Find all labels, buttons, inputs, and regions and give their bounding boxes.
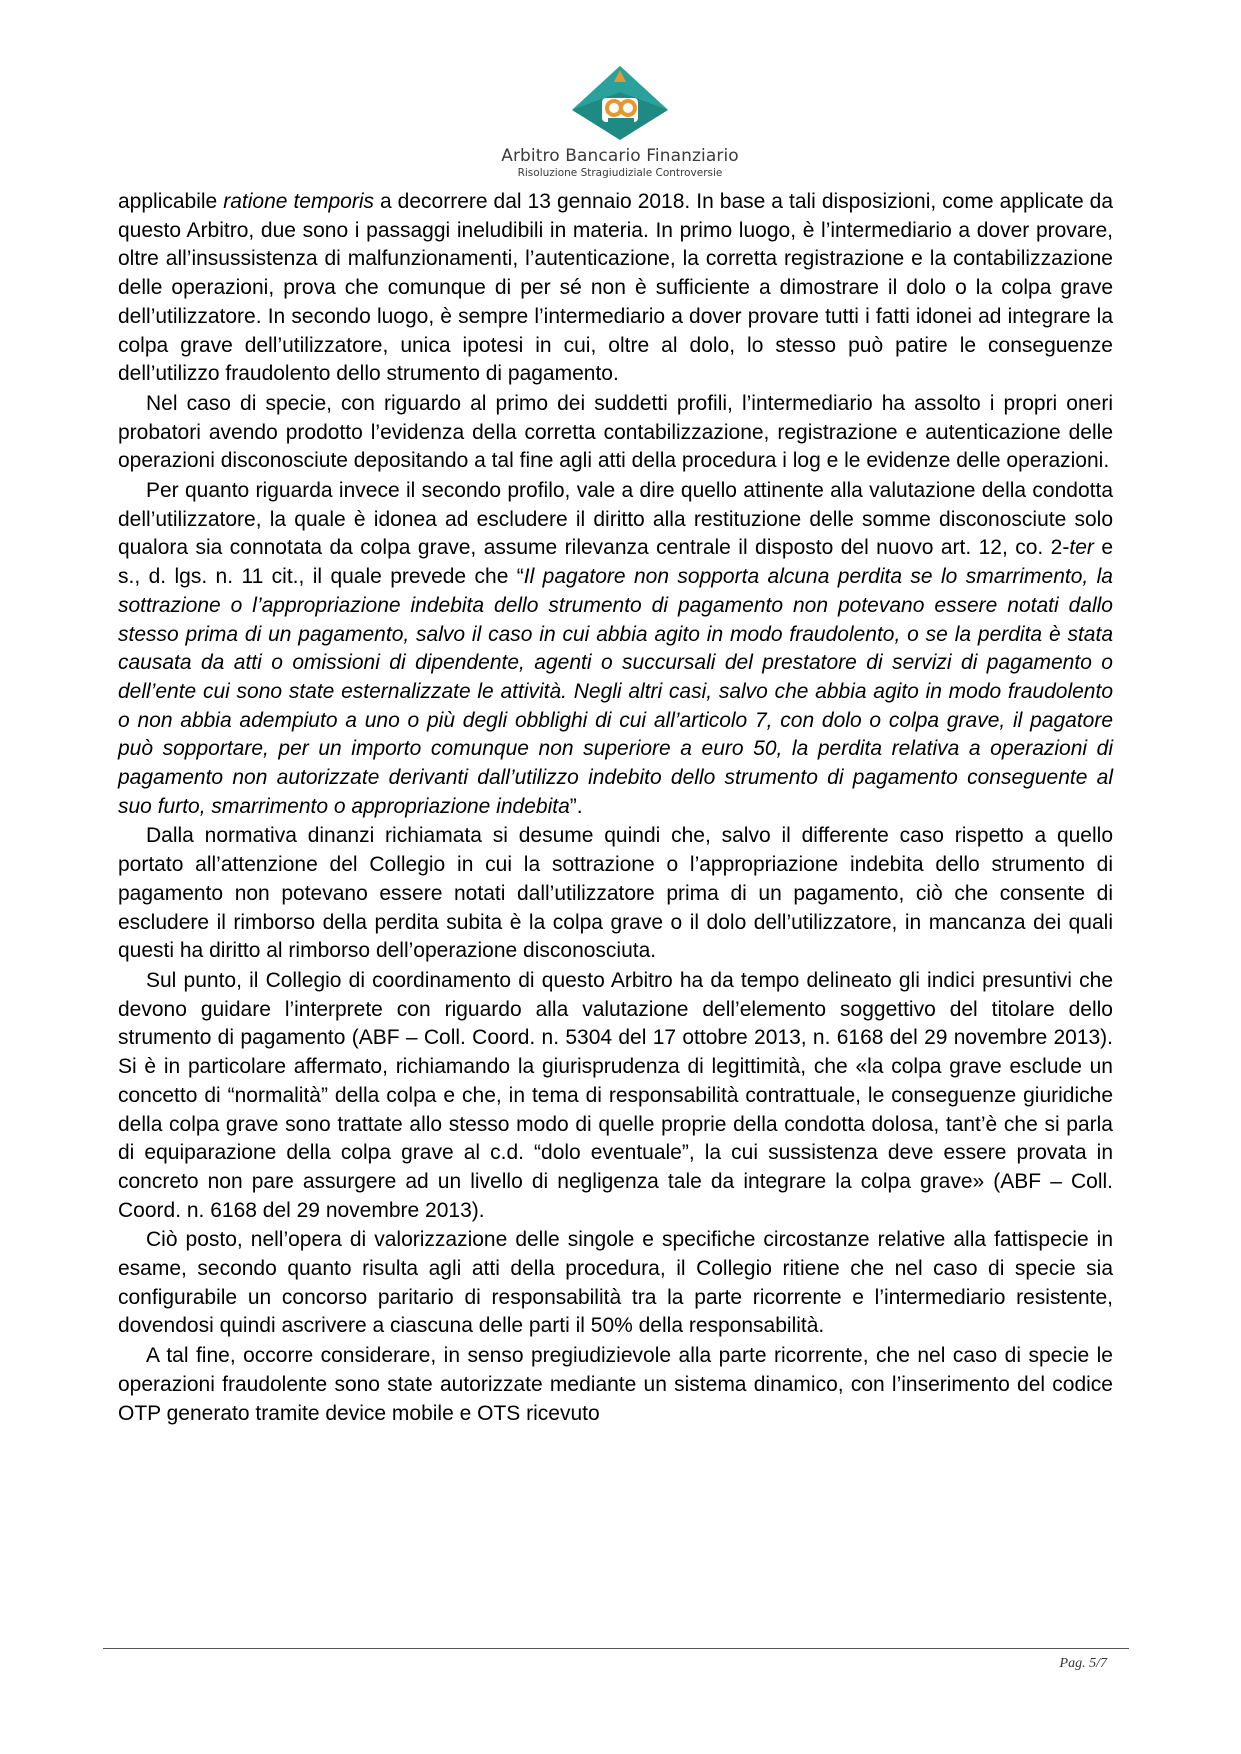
text-run: e s., d. lgs. n. 11 cit., il quale prevede che “	[118, 536, 1113, 589]
italic-run: ratione temporis	[223, 190, 374, 213]
paragraph-7: A tal fine, occorre considerare, in senso pregiudizievole alla parte ricorrente, che nel caso di specie le operazioni fraudolente sono state autorizzate mediante un sistema dinamico, con l’inserimento del codice OTP generato tramite device mobile e OTS ricevuto	[118, 1344, 1113, 1425]
logo-subtitle: Risoluzione Stragiudiziale Controversie	[517, 167, 723, 179]
page-number: Pag. 5/7	[1059, 1656, 1107, 1671]
text-run: Per quanto riguarda invece il secondo profilo, vale a dire quello attinente alla valutazione della condotta dell’utilizzatore, la quale è idonea ad escludere il diritto alla restituzione delle somme disconosciute solo qualora sia connotata da colpa grave, assume rilevanza centrale il disposto del nuovo art. 12, co. 2-	[118, 479, 1113, 560]
paragraph-6: Ciò posto, nell’opera di valorizzazione delle singole e specifiche circostanze relative alla fattispecie in esame, secondo quanto risulta agli atti della procedura, il Collegio ritiene che nel caso di specie sia configurabile un concorso paritario di responsabilità tra la parte ricorrente e l’intermediario resistente, dovendosi quindi ascrivere a ciascuna delle parti il 50% della responsabilità.	[118, 1228, 1113, 1338]
text-run: a decorrere dal 13 gennaio 2018. In base a tali disposizioni, come applicate da questo Arbitro, due sono i passaggi ineludibili in materia. In primo luogo, è l’intermediario a dover provare, oltre all’insussistenza di malfunzionamenti, l’autenticazione, la corretta registrazione e la contabilizzazione delle operazioni, prova che comunque di per sé non è sufficiente a dimostrare il dolo o la colpa grave dell’utilizzatore. In secondo luogo, è sempre l’intermediario a dover provare tutti i fatti idonei ad integrare la colpa grave dell’utilizzatore, unica ipotesi in cui, oltre al dolo, lo stesso può patire le conseguenze dell’utilizzo fraudolento dello strumento di pagamento.	[118, 190, 1114, 386]
text-run: ”.	[569, 794, 583, 818]
document-body	[118, 188, 1113, 1429]
quoted-norm: Il pagatore non sopporta alcuna perdita se lo smarrimento, la sottrazione o l’appropriazione indebita dello strumento di pagamento non potevano essere notati dallo stesso prima di un pagamento, salvo il caso in cui abbia agito in modo fraudolento, o se la perdita è stata causata da atti o omissioni di dipendente, agenti o succursali del prestatore di servizi di pagamento o dell’ente cui sono state esternalizzate le attività. Negli altri casi, salvo che abbia agito in modo fraudolento o non abbia adempiuto a uno o più degli obblighi di cui all’articolo 7, con dolo o colpa grave, il pagatore può sopportare, per un importo comunque non superiore a euro 50, la perdita relativa a operazioni di pagamento non autorizzate derivanti dall’utilizzo indebito dello strumento di pagamento conseguente al suo furto, smarrimento o appropriazione indebita	[118, 565, 1113, 818]
paragraph-1	[118, 188, 1113, 389]
header-logo	[500, 62, 740, 179]
paragraph-5: Sul punto, il Collegio di coordinamento di questo Arbitro ha da tempo delineato gli indici presuntivi che devono guidare l’interprete con riguardo alla valutazione dell’elemento soggettivo del titolare dello strumento di pagamento (ABF – Coll. Coord. n. 5304 del 17 ottobre 2013, n. 6168 del 29 novembre 2013). Si è in particolare affermato, richiamando la giurisprudenza di legittimità, che «la colpa grave esclude un concetto di “normalità” della colpa e che, in tema di responsabilità contrattuale, le conseguenze giuridiche della colpa grave sono trattate allo stesso modo di quelle proprie della condotta dolosa, tant’è che si parla di equiparazione della colpa grave al c.d. “dolo eventuale”, la cui sussistenza deve essere provata in concreto non pare assurgere ad un livello di negligenza tale da integrare la colpa grave» (ABF – Coll. Coord. n. 6168 del 29 novembre 2013).	[118, 968, 1113, 1222]
paragraph-2: Nel caso di specie, con riguardo al primo dei suddetti profili, l’intermediario ha assolto i propri oneri probatori avendo prodotto l’evidenza della corretta contabilizzazione, registrazione e autenticazione delle operazioni disconosciute depositando a tal fine agli atti della procedura i log e le evidenze delle operazioni.	[118, 391, 1113, 473]
abf-logo-icon	[568, 62, 672, 142]
paragraph-3	[118, 477, 1113, 821]
footer-divider	[103, 1648, 1129, 1649]
paragraph-4: Dalla normativa dinanzi richiamata si desume quindi che, salvo il differente caso rispetto a quello portato all’attenzione del Collegio in cui la sottrazione o l’appropriazione indebita dello strumento di pagamento non potevano essere notati dall’utilizzatore prima di un pagamento, ciò che consente di escludere il rimborso della perdita subita è la colpa grave o il dolo dell’utilizzatore, in mancanza dei quali questi ha diritto al rimborso dell’operazione disconosciuta.	[118, 824, 1113, 963]
text-run: applicabile	[118, 190, 224, 213]
logo-name: Arbitro Bancario Finanziario	[501, 146, 739, 166]
italic-run: ter	[1069, 536, 1094, 560]
